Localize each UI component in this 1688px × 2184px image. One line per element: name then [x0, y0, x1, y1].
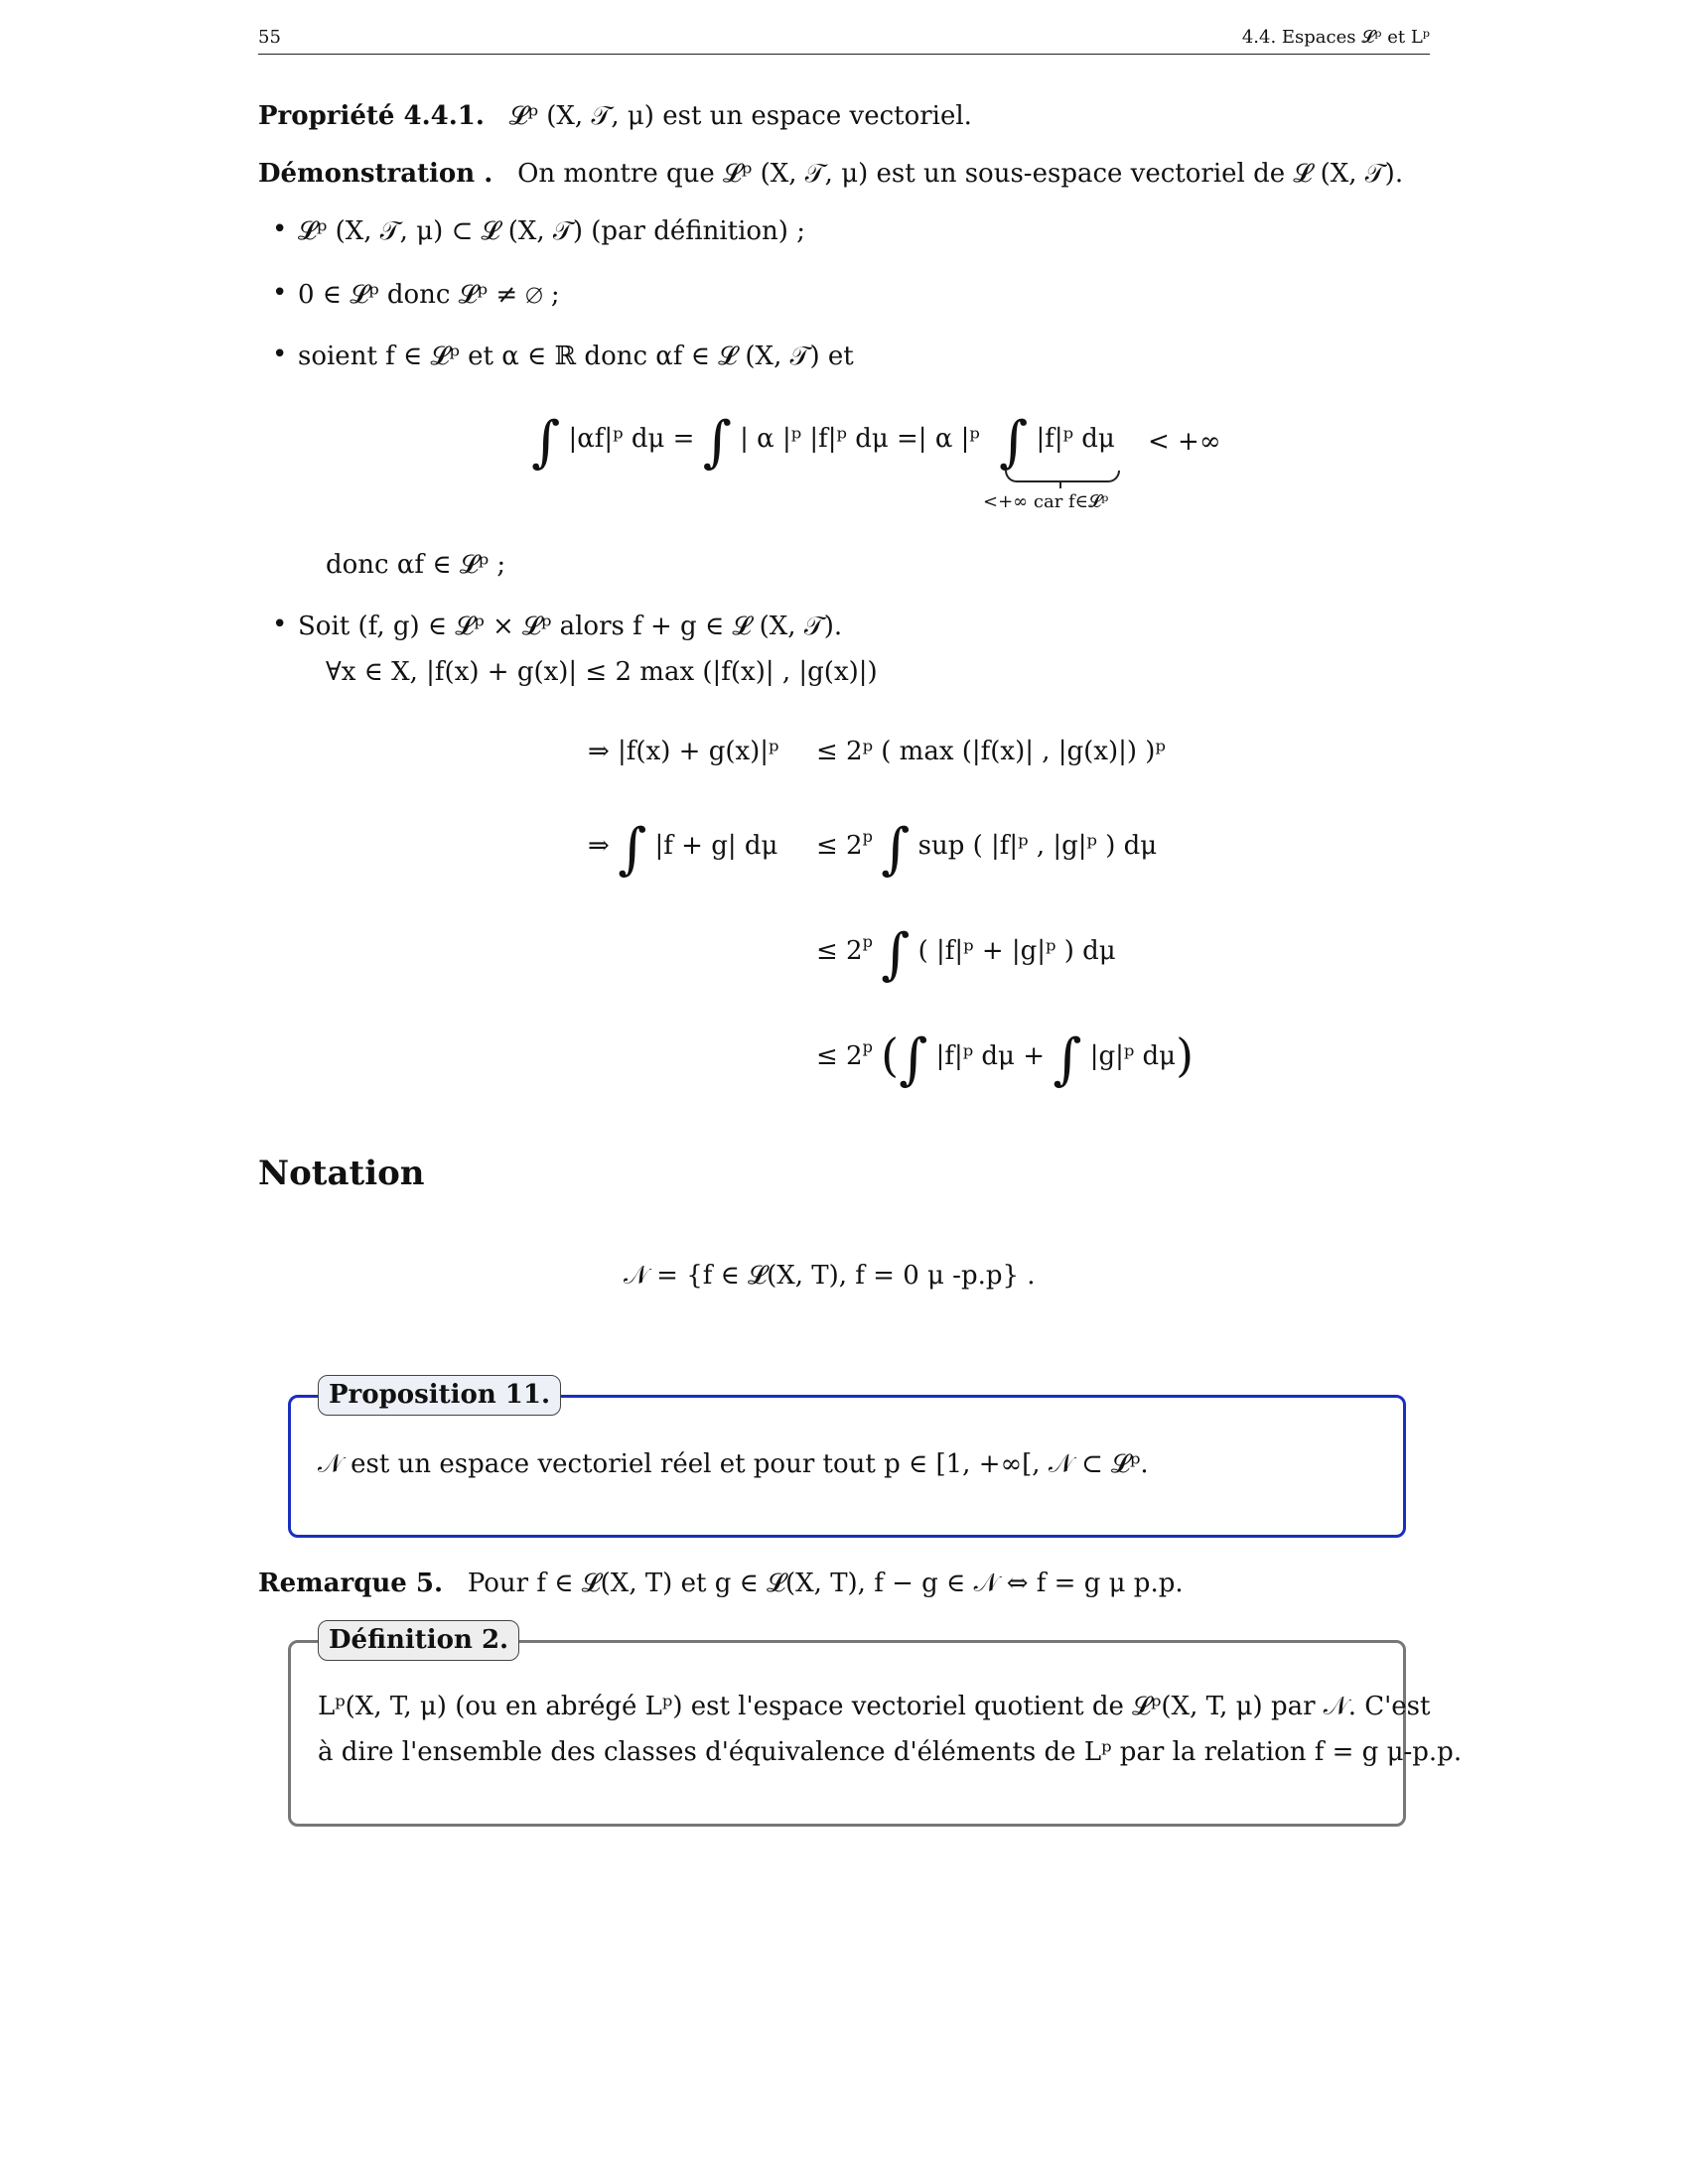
integral-sign: ∫: [618, 817, 647, 882]
leq-2p: ≤ $2^p$: [816, 931, 873, 966]
proposition-text: 𝒩 est un espace vectoriel réel et pour tout p ∈ [1, +∞[, 𝒩 ⊂ 𝓛ᵖ.: [318, 1449, 1149, 1479]
ineq2-left-line: [588, 817, 778, 882]
bullet-item-4: [298, 610, 842, 644]
demonstration-label: Démonstration .: [258, 159, 493, 189]
ineq1-right: ≤ 2ᵖ ( max (|f(x)| , |g(x)|) )ᵖ: [816, 737, 1166, 766]
donc-line: donc αf ∈ 𝓛ᵖ ;: [326, 550, 506, 580]
notation-heading: Notation: [258, 1154, 425, 1193]
integral-sign: ∫: [1053, 1027, 1082, 1092]
ineq2-right-line: [816, 817, 1158, 882]
definition-line-1: Lᵖ(X, T, μ) (ou en abrégé Lᵖ) est l'espace vectoriel quotient de 𝓛ᵖ(X, T, μ) par 𝒩. C'est: [318, 1692, 1431, 1721]
propriete-label: Propriété 4.4.1.: [258, 101, 485, 131]
definition-box: [288, 1640, 1406, 1827]
remarque-text: Pour f ∈ 𝓛(X, T) et g ∈ 𝓛(X, T), f − g ∈ 𝒩 ⇔ f = g μ p.p.: [467, 1569, 1184, 1598]
integral-sign: ∫: [702, 410, 732, 475]
integral-sign: ∫: [531, 410, 561, 475]
close-paren: ): [1176, 1028, 1195, 1082]
proposition-label: Proposition 11.: [318, 1375, 561, 1416]
bullet-item-1: [298, 214, 805, 249]
propriete-text: 𝓛ᵖ (X, 𝒯, μ) est un espace vectoriel.: [508, 101, 972, 131]
definition-label: Définition 2.: [318, 1620, 519, 1661]
integral-sign: ∫: [881, 922, 911, 987]
integral-sign: ∫: [881, 817, 911, 882]
running-header: [258, 26, 1430, 55]
eq1-left: |αf|ᵖ dμ =: [568, 424, 695, 454]
eq1-mid: | α |ᵖ |f|ᵖ dμ =| α |ᵖ: [740, 424, 980, 454]
ineq1-left: ⇒ |f(x) + g(x)|ᵖ: [588, 737, 779, 766]
page-number: 55: [258, 27, 281, 48]
bullet-text-2: 0 ∈ 𝓛ᵖ donc 𝓛ᵖ ≠ ∅ ;: [298, 280, 560, 310]
forall-line: ∀x ∈ X, |f(x) + g(x)| ≤ 2 max (|f(x)| , |g(x)|): [326, 657, 878, 687]
bullet-item-2: [298, 278, 560, 313]
ineq4-b: |g|ᵖ dμ: [1089, 1041, 1177, 1071]
remarque-line: [258, 1567, 1184, 1601]
ineq4-line: [816, 1027, 1195, 1092]
ineq2-left: |f + g| dμ: [654, 831, 778, 861]
demonstration-text: On montre que 𝓛ᵖ (X, 𝒯, μ) est un sous-espace vectoriel de 𝓛 (X, 𝒯).: [517, 159, 1404, 189]
eq1-braced-term: [999, 410, 1115, 475]
integral-sign: ∫: [999, 410, 1029, 475]
bullet-text-3: soient f ∈ 𝓛ᵖ et α ∈ ℝ donc αf ∈ 𝓛 (X, 𝒯) et: [298, 341, 854, 371]
propriete-line: [258, 99, 972, 134]
equation-scalar: [531, 410, 980, 475]
ineq4-a: |f|ᵖ dμ +: [935, 1041, 1045, 1071]
remarque-label: Remarque 5.: [258, 1569, 444, 1598]
implies-sign: ⇒: [588, 831, 610, 861]
definition-line-2: à dire l'ensemble des classes d'équivalence d'éléments de Lᵖ par la relation f = g μ-p.p.: [318, 1737, 1463, 1767]
ineq3-line: [816, 922, 1116, 987]
eq1-right: < +∞: [1148, 427, 1221, 457]
underbrace-tip: [1059, 480, 1061, 488]
integral-sign: ∫: [899, 1027, 928, 1092]
leq-2p: ≤ $2^p$: [816, 826, 873, 861]
demonstration-line: [258, 157, 1403, 192]
underbrace-note: <+∞ car f∈𝓛ᵖ: [983, 491, 1109, 512]
bullet-text-4: Soit (f, g) ∈ 𝓛ᵖ × 𝓛ᵖ alors f + g ∈ 𝓛 (X, 𝒯).: [298, 612, 843, 641]
eq1-braced: |f|ᵖ dμ: [1036, 424, 1115, 454]
ineq3-right: ( |f|ᵖ + |g|ᵖ ) dμ: [917, 936, 1116, 966]
notation-formula: 𝒩 = {f ∈ 𝓛(X, T), f = 0 μ -p.p} .: [624, 1261, 1036, 1291]
open-paren: (: [881, 1028, 900, 1082]
section-title: 4.4. Espaces 𝓛ᵖ et Lᵖ: [1241, 27, 1430, 48]
bullet-text-1: 𝓛ᵖ (X, 𝒯, μ) ⊂ 𝓛 (X, 𝒯) (par définition) ;: [298, 216, 805, 246]
underbrace: [1005, 471, 1120, 482]
ineq2-right: sup ( |f|ᵖ , |g|ᵖ ) dμ: [917, 831, 1158, 861]
leq-2p: ≤ $2^p$: [816, 1036, 873, 1071]
bullet-item-3: [298, 340, 854, 374]
